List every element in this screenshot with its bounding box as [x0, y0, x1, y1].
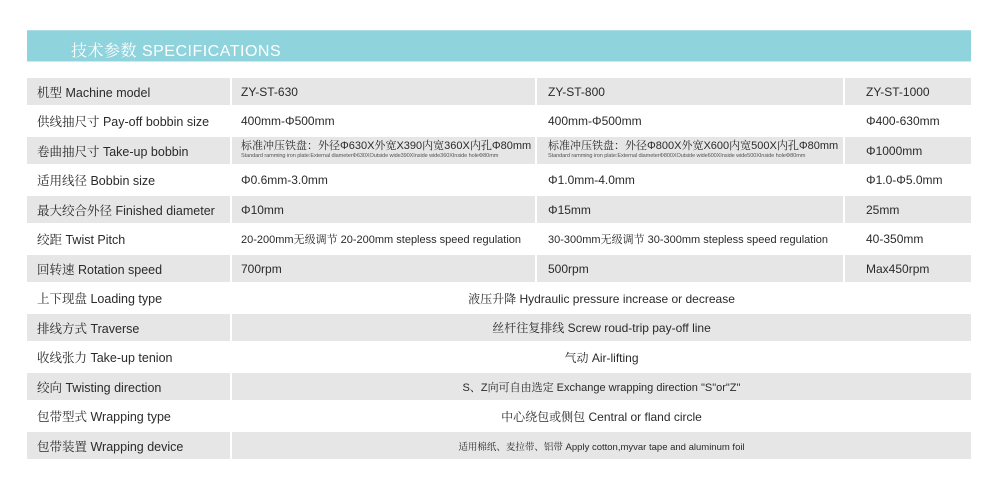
value-630: 20-200mm无级调节 20-200mm stepless speed regulation [232, 226, 535, 253]
value-630: ZY-ST-630 [232, 78, 535, 105]
value-all-models: 中心绕包或侧包 Central or fland circle [232, 403, 971, 430]
value-800 [537, 137, 843, 164]
row-label: 回转速 Rotation speed [27, 255, 230, 282]
value-sub-text: Standard ramming iron plate:External diameterΦ630XOutside wide390XInside wide360XInside holeΦ80mm [241, 152, 499, 159]
row-label: 机型 Machine model [27, 78, 230, 105]
value-1000: 25mm [845, 196, 971, 223]
row-label: 绞距 Twist Pitch [27, 226, 230, 253]
table-row [27, 402, 971, 432]
value-main-text: 标准冲压铁盘：外径Φ630X外宽X390内宽360X内孔Φ80mm [241, 140, 532, 153]
table-row [27, 254, 971, 284]
value-630: 400mm-Φ500mm [232, 108, 535, 135]
table-row [27, 313, 971, 343]
table-row [27, 284, 971, 314]
row-label: 上下现盘 Loading type [27, 285, 230, 312]
value-630: Φ0.6mm-3.0mm [232, 167, 535, 194]
value-800: Φ1.0mm-4.0mm [537, 167, 843, 194]
value-800: 400mm-Φ500mm [537, 108, 843, 135]
value-all-models: 气动 Air-lifting [232, 344, 971, 371]
table-row [27, 431, 971, 461]
table-row [27, 136, 971, 166]
row-label: 绞向 Twisting direction [27, 373, 230, 400]
value-630 [232, 137, 535, 164]
value-sub-text: Standard ramming iron plate:External diameterΦ800XOutside wide600XInside wide500XInside holeΦ80mm [548, 152, 806, 159]
table-row [27, 343, 971, 373]
table-row [27, 166, 971, 196]
value-800: 30-300mm无级调节 30-300mm stepless speed regulation [537, 226, 843, 253]
section-header [27, 30, 971, 61]
value-800: 500rpm [537, 255, 843, 282]
value-all-models: 液压升降 Hydraulic pressure increase or decrease [232, 285, 971, 312]
value-1000: ZY-ST-1000 [845, 78, 971, 105]
header-divider [27, 61, 971, 62]
value-all-models: 丝杆往复排线 Screw roud-trip pay-off line [232, 314, 971, 341]
value-800: ZY-ST-800 [537, 78, 843, 105]
specifications-table [27, 77, 971, 461]
row-label: 收线张力 Take-up tenion [27, 344, 230, 371]
value-630: Φ10mm [232, 196, 535, 223]
value-1000: Φ1000mm [845, 137, 971, 164]
table-row [27, 225, 971, 255]
value-1000: 40-350mm [845, 226, 971, 253]
row-label: 包带装置 Wrapping device [27, 432, 230, 459]
value-1000: Max450rpm [845, 255, 971, 282]
row-label: 卷曲抽尺寸 Take-up bobbin [27, 137, 230, 164]
row-label: 包带型式 Wrapping type [27, 403, 230, 430]
value-1000: Φ400-630mm [845, 108, 971, 135]
table-row [27, 195, 971, 225]
value-800: Φ15mm [537, 196, 843, 223]
table-row [27, 77, 971, 107]
value-main-text: 标准冲压铁盘：外径Φ800X外宽X600内宽500X内孔Φ80mm [548, 140, 839, 153]
row-label: 适用线径 Bobbin size [27, 167, 230, 194]
row-label: 供线抽尺寸 Pay-off bobbin size [27, 108, 230, 135]
table-row [27, 372, 971, 402]
value-all-models: 适用棉纸、麦拉带、铝带 Apply cotton,myvar tape and aluminum foil [232, 432, 971, 459]
value-all-models: S、Z向可自由选定 Exchange wrapping direction "S"or"Z" [232, 373, 971, 400]
row-label: 最大绞合外径 Finished diameter [27, 196, 230, 223]
table-row [27, 107, 971, 137]
value-630: 700rpm [232, 255, 535, 282]
row-label: 排线方式 Traverse [27, 314, 230, 341]
value-1000: Φ1.0-Φ5.0mm [845, 167, 971, 194]
section-title: 技术参数 SPECIFICATIONS [71, 43, 282, 60]
